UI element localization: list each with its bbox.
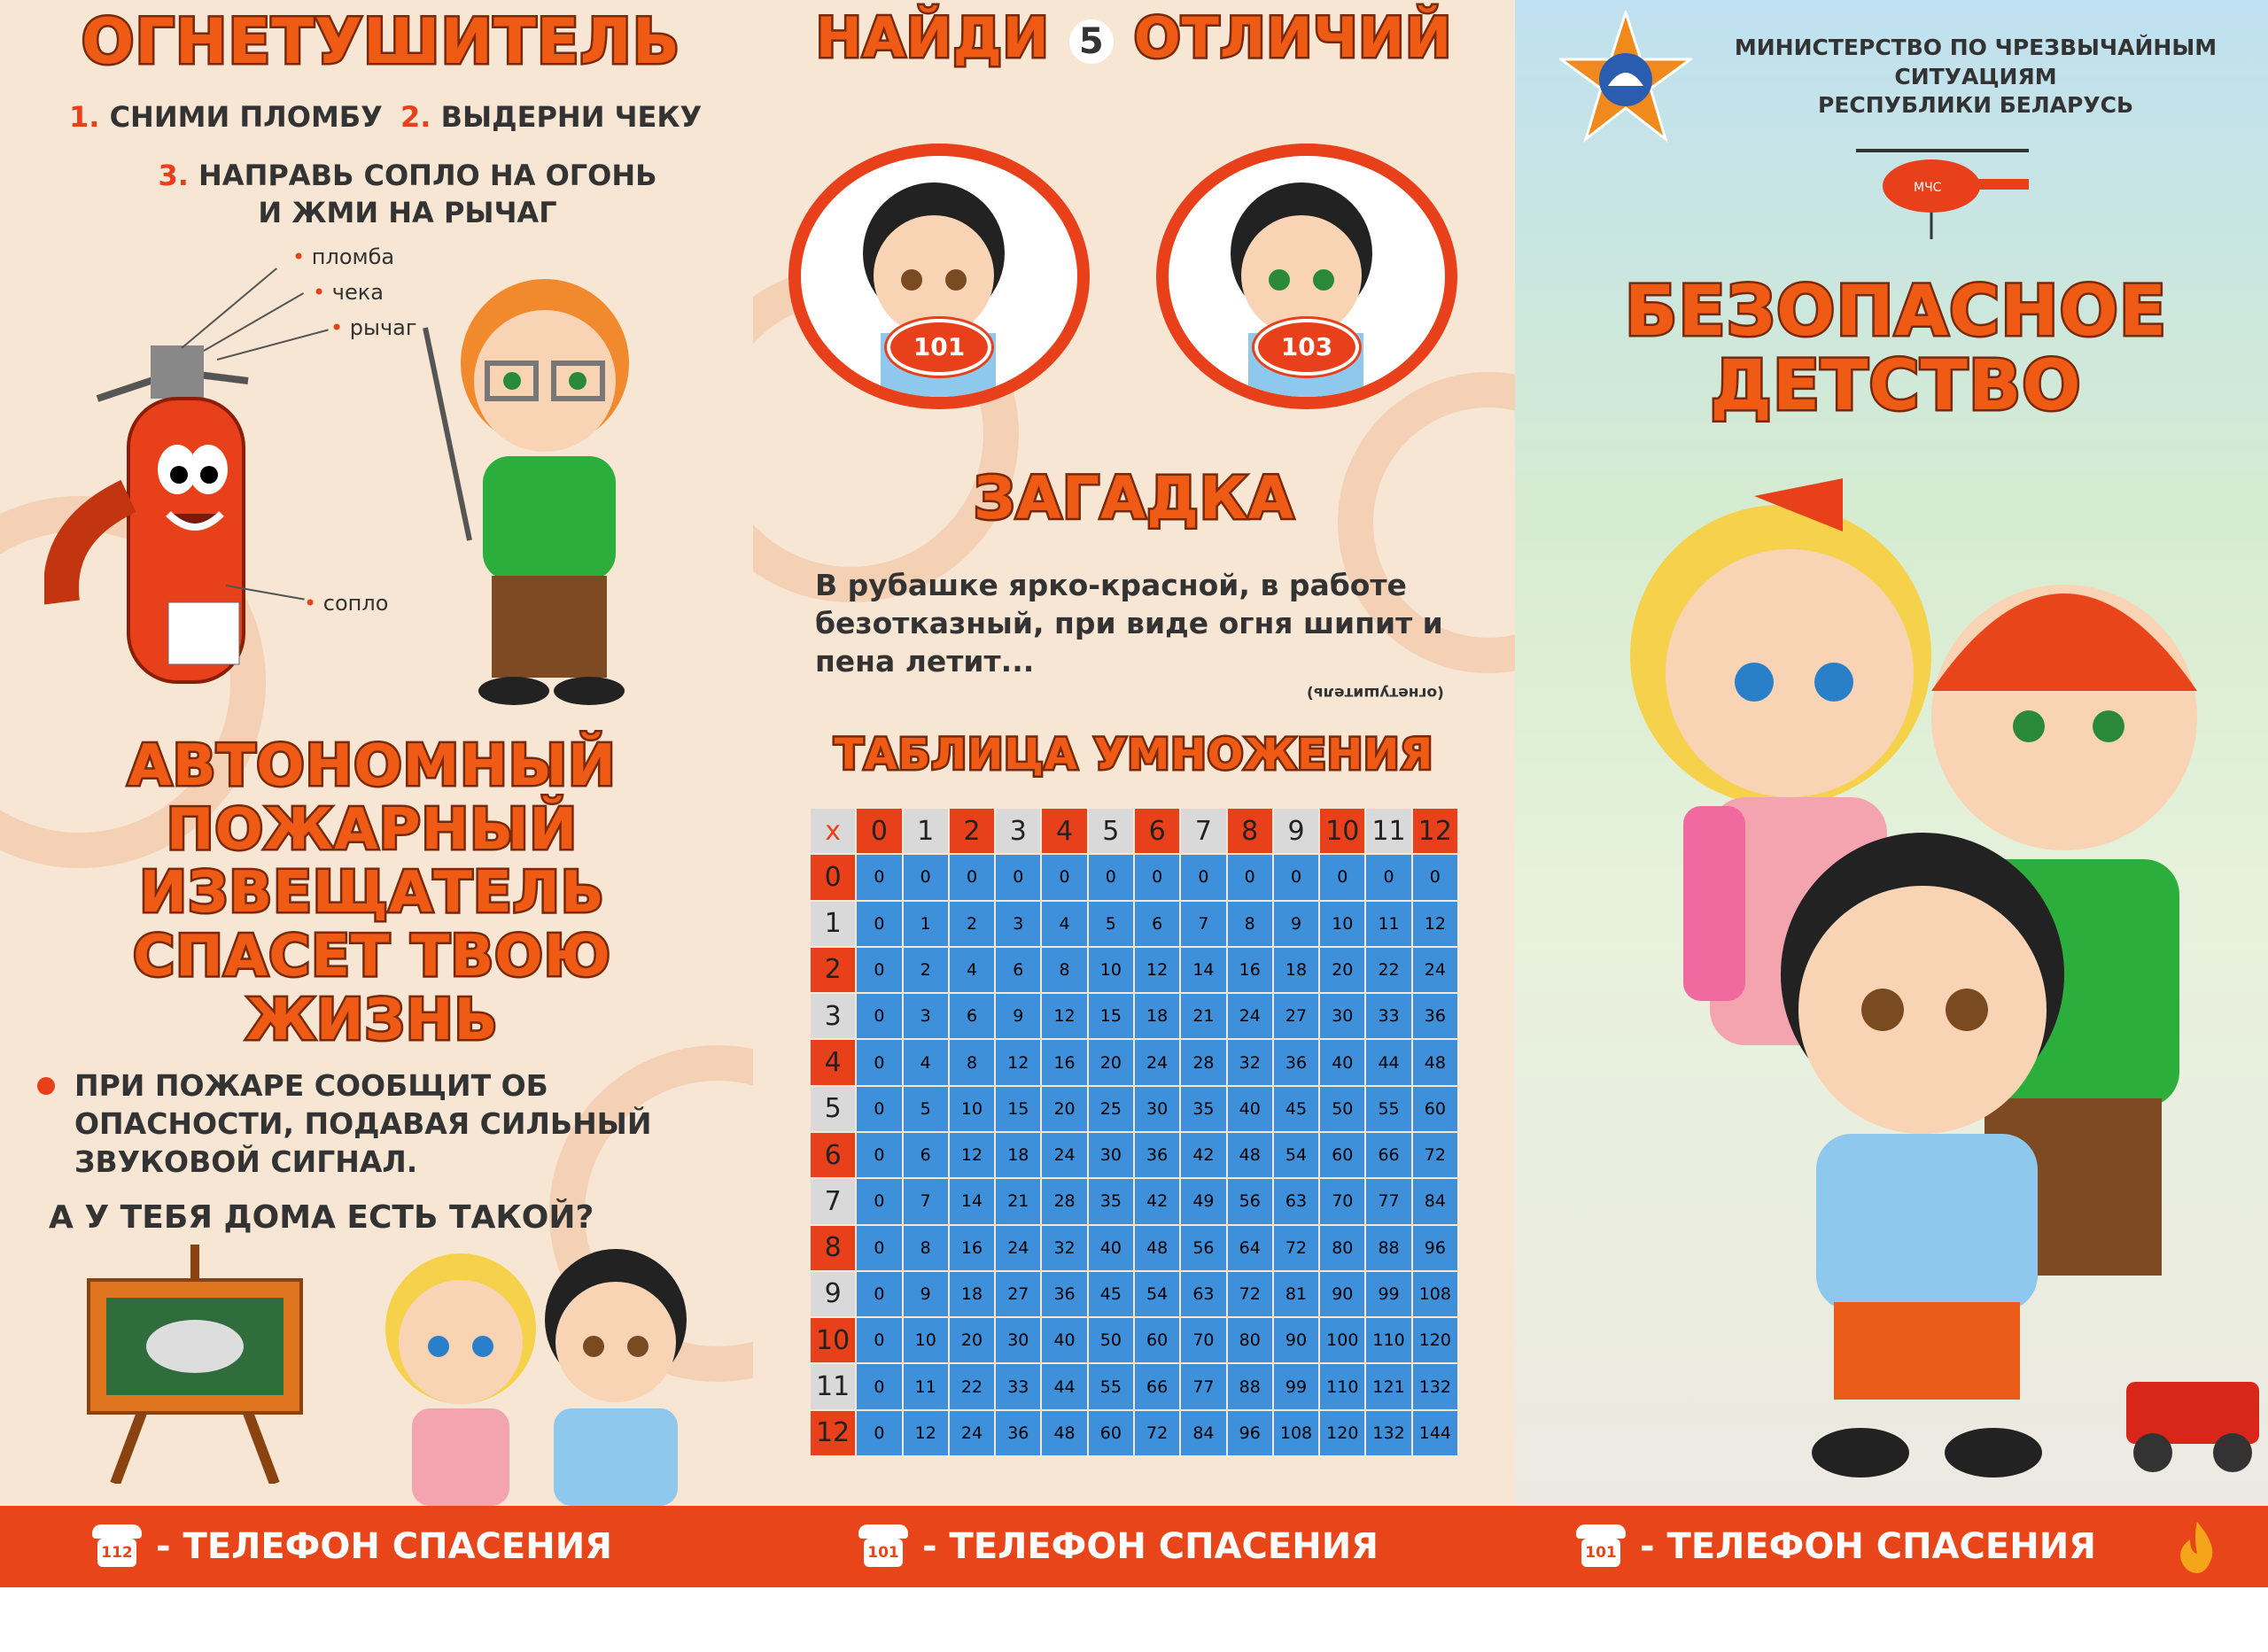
table-row-header: 9 <box>811 1272 855 1316</box>
table-cell: 12 <box>1413 902 1457 946</box>
table-cell: 0 <box>1135 855 1179 899</box>
table-cell: 0 <box>1042 855 1086 899</box>
table-cell: 72 <box>1135 1411 1179 1455</box>
table-cell: 45 <box>1089 1272 1133 1316</box>
table-cell: 3 <box>996 902 1040 946</box>
table-cell: 80 <box>1320 1226 1364 1270</box>
table-cell: 10 <box>904 1318 948 1362</box>
table-column-header: 10 <box>1320 809 1364 853</box>
table-column-header: 6 <box>1135 809 1179 853</box>
table-cell: 81 <box>1274 1272 1318 1316</box>
footer-bar <box>0 1506 2268 1587</box>
table-cell: 27 <box>1274 994 1318 1038</box>
table-cell: 108 <box>1413 1272 1457 1316</box>
table-cell: 2 <box>950 902 994 946</box>
table-cell: 72 <box>1413 1133 1457 1177</box>
table-cell: 8 <box>1228 902 1272 946</box>
table-cell: 0 <box>996 855 1040 899</box>
table-cell: 100 <box>1320 1318 1364 1362</box>
riddle-text: В рубашке ярко-красной, в работе безотказный, при виде огня шипит и пена летит... <box>815 568 1443 679</box>
table-cell: 84 <box>1413 1179 1457 1223</box>
table-cell: 120 <box>1413 1318 1457 1362</box>
panel-cover <box>1515 0 2268 1506</box>
table-cell: 18 <box>950 1272 994 1316</box>
table-cell: 18 <box>1274 948 1318 992</box>
table-cell: 42 <box>1181 1133 1225 1177</box>
table-cell: 24 <box>1413 948 1457 992</box>
table-cell: 110 <box>1320 1364 1364 1408</box>
phone-number-badge: 101 <box>887 319 991 376</box>
table-cell: 24 <box>1135 1040 1179 1084</box>
table-cell: 30 <box>1135 1087 1179 1131</box>
table-cell: 3 <box>904 994 948 1038</box>
table-corner: x <box>811 809 855 853</box>
table-column-header: 0 <box>857 809 901 853</box>
table-cell: 45 <box>1274 1087 1318 1131</box>
multiplication-table <box>811 809 1457 1455</box>
table-cell: 0 <box>857 1133 901 1177</box>
table-cell: 36 <box>996 1411 1040 1455</box>
table-cell: 20 <box>1042 1087 1086 1131</box>
table-cell: 120 <box>1320 1411 1364 1455</box>
table-cell: 30 <box>996 1318 1040 1362</box>
table-cell: 24 <box>950 1411 994 1455</box>
table-cell: 0 <box>857 948 901 992</box>
table-cell: 0 <box>1413 855 1457 899</box>
table-cell: 132 <box>1366 1411 1410 1455</box>
table-cell: 40 <box>1089 1226 1133 1270</box>
table-cell: 48 <box>1042 1411 1086 1455</box>
table-cell: 63 <box>1181 1272 1225 1316</box>
table-cell: 48 <box>1413 1040 1457 1084</box>
table-cell: 96 <box>1228 1411 1272 1455</box>
table-cell: 16 <box>1042 1040 1086 1084</box>
step-3: 3. НАПРАВЬ СОПЛО НА ОГОНЬ И ЖМИ НА РЫЧАГ <box>158 159 657 229</box>
label-nozzle: • сопло <box>304 591 388 616</box>
multiplication-table-title: ТАБЛИЦА УМНОЖЕНИЯ <box>834 730 1434 779</box>
table-cell: 132 <box>1413 1364 1457 1408</box>
table-cell: 56 <box>1228 1179 1272 1223</box>
table-cell: 9 <box>996 994 1040 1038</box>
table-cell: 8 <box>950 1040 994 1084</box>
table-cell: 88 <box>1228 1364 1272 1408</box>
table-cell: 60 <box>1320 1133 1364 1177</box>
table-cell: 0 <box>857 1318 901 1362</box>
table-cell: 28 <box>1181 1040 1225 1084</box>
table-cell: 36 <box>1042 1272 1086 1316</box>
spot-differences-title: НАЙДИ 5 ОТЛИЧИЙ <box>815 5 1453 70</box>
table-cell: 18 <box>996 1133 1040 1177</box>
telephone-icon: 101 <box>1573 1523 1629 1571</box>
table-cell: 21 <box>996 1179 1040 1223</box>
table-cell: 4 <box>950 948 994 992</box>
table-cell: 63 <box>1274 1179 1318 1223</box>
table-cell: 33 <box>996 1364 1040 1408</box>
table-cell: 44 <box>1042 1364 1086 1408</box>
table-cell: 12 <box>1042 994 1086 1038</box>
helicopter-illustration <box>1852 133 2047 239</box>
table-cell: 60 <box>1413 1087 1457 1131</box>
boy-with-pointer-illustration <box>399 266 691 709</box>
table-cell: 10 <box>1089 948 1133 992</box>
table-cell: 12 <box>904 1411 948 1455</box>
label-seal: • пломба <box>292 244 394 269</box>
table-column-header: 12 <box>1413 809 1457 853</box>
table-row-header: 6 <box>811 1133 855 1177</box>
table-cell: 32 <box>1042 1226 1086 1270</box>
table-cell: 0 <box>857 1040 901 1084</box>
table-cell: 70 <box>1181 1318 1225 1362</box>
table-cell: 32 <box>1228 1040 1272 1084</box>
phone-number-badge: 103 <box>1254 319 1359 376</box>
table-cell: 0 <box>857 1272 901 1316</box>
ministry-name: МИНИСТЕРСТВО ПО ЧРЕЗВЫЧАЙНЫМ СИТУАЦИЯМ РЕСПУБЛИКИ БЕЛАРУСЬ <box>1734 35 2218 118</box>
table-cell: 49 <box>1181 1179 1225 1223</box>
table-cell: 121 <box>1366 1364 1410 1408</box>
three-kids-illustration <box>1577 425 2268 1506</box>
table-cell: 12 <box>950 1133 994 1177</box>
extinguisher-title: ОГНЕТУШИТЕЛЬ <box>81 5 681 78</box>
table-row-header: 3 <box>811 994 855 1038</box>
riddle-answer: (огнетушитель) <box>1307 684 1444 702</box>
table-cell: 25 <box>1089 1087 1133 1131</box>
smoke-detector-board-illustration <box>80 1245 319 1484</box>
table-cell: 22 <box>950 1364 994 1408</box>
table-cell: 54 <box>1135 1272 1179 1316</box>
table-cell: 42 <box>1135 1179 1179 1223</box>
table-column-header: 4 <box>1042 809 1086 853</box>
table-row-header: 4 <box>811 1040 855 1084</box>
table-column-header: 3 <box>996 809 1040 853</box>
table-cell: 0 <box>1274 855 1318 899</box>
table-column-header: 5 <box>1089 809 1133 853</box>
table-cell: 90 <box>1320 1272 1364 1316</box>
table-cell: 11 <box>1366 902 1410 946</box>
table-cell: 108 <box>1274 1411 1318 1455</box>
table-row-header: 1 <box>811 902 855 946</box>
table-cell: 24 <box>996 1226 1040 1270</box>
flame-icon <box>2171 1520 2224 1575</box>
table-cell: 6 <box>1135 902 1179 946</box>
table-column-header: 7 <box>1181 809 1225 853</box>
table-cell: 70 <box>1320 1179 1364 1223</box>
table-cell: 0 <box>857 1364 901 1408</box>
table-cell: 10 <box>1320 902 1364 946</box>
table-cell: 48 <box>1228 1133 1272 1177</box>
table-cell: 21 <box>1181 994 1225 1038</box>
table-cell: 84 <box>1181 1411 1225 1455</box>
footer-rescue-phone: 101 - ТЕЛЕФОН СПАСЕНИЯ <box>1573 1506 2096 1587</box>
table-cell: 60 <box>1135 1318 1179 1362</box>
table-cell: 16 <box>950 1226 994 1270</box>
step-2: 2. ВЫДЕРНИ ЧЕКУ <box>400 100 703 134</box>
table-cell: 4 <box>1042 902 1086 946</box>
step-1: 1. СНИМИ ПЛОМБУ <box>69 100 383 134</box>
table-row-header: 2 <box>811 948 855 992</box>
table-row-header: 0 <box>811 855 855 899</box>
table-cell: 22 <box>1366 948 1410 992</box>
table-cell: 6 <box>996 948 1040 992</box>
table-row-header: 7 <box>811 1179 855 1223</box>
table-cell: 48 <box>1135 1226 1179 1270</box>
table-cell: 12 <box>1135 948 1179 992</box>
table-cell: 144 <box>1413 1411 1457 1455</box>
table-cell: 0 <box>857 855 901 899</box>
table-row-header: 5 <box>811 1087 855 1131</box>
svg-text:МЧС: МЧС <box>1914 181 1942 195</box>
table-cell: 30 <box>1320 994 1364 1038</box>
table-cell: 0 <box>1089 855 1133 899</box>
table-cell: 8 <box>904 1226 948 1270</box>
table-cell: 7 <box>1181 902 1225 946</box>
table-cell: 8 <box>1042 948 1086 992</box>
table-column-header: 11 <box>1366 809 1410 853</box>
telephone-icon: 112 <box>89 1523 145 1571</box>
table-cell: 66 <box>1135 1364 1179 1408</box>
detector-question: А У ТЕБЯ ДОМА ЕСТЬ ТАКОЙ? <box>49 1199 594 1236</box>
table-column-header: 1 <box>904 809 948 853</box>
table-cell: 36 <box>1135 1133 1179 1177</box>
girl-and-boy-illustration <box>377 1231 731 1506</box>
table-cell: 24 <box>1042 1133 1086 1177</box>
table-cell: 110 <box>1366 1318 1410 1362</box>
table-cell: 0 <box>857 994 901 1038</box>
table-cell: 50 <box>1320 1087 1364 1131</box>
table-cell: 0 <box>950 855 994 899</box>
table-cell: 66 <box>1366 1133 1410 1177</box>
table-cell: 20 <box>1089 1040 1133 1084</box>
table-cell: 56 <box>1181 1226 1225 1270</box>
table-cell: 0 <box>1181 855 1225 899</box>
difference-picture-left <box>788 143 1090 409</box>
table-row-header: 11 <box>811 1364 855 1408</box>
table-cell: 90 <box>1274 1318 1318 1362</box>
table-cell: 55 <box>1089 1364 1133 1408</box>
table-cell: 64 <box>1228 1226 1272 1270</box>
table-cell: 33 <box>1366 994 1410 1038</box>
table-cell: 0 <box>1320 855 1364 899</box>
table-cell: 99 <box>1366 1272 1410 1316</box>
table-cell: 6 <box>950 994 994 1038</box>
table-row-header: 10 <box>811 1318 855 1362</box>
table-cell: 20 <box>1320 948 1364 992</box>
table-cell: 72 <box>1228 1272 1272 1316</box>
table-cell: 15 <box>996 1087 1040 1131</box>
table-cell: 0 <box>1228 855 1272 899</box>
table-cell: 4 <box>904 1040 948 1084</box>
table-row-header: 12 <box>811 1411 855 1455</box>
table-cell: 20 <box>950 1318 994 1362</box>
bullet-dot <box>37 1077 55 1095</box>
table-cell: 55 <box>1366 1087 1410 1131</box>
table-cell: 14 <box>950 1179 994 1223</box>
table-cell: 96 <box>1413 1226 1457 1270</box>
footer-rescue-phone: 112 - ТЕЛЕФОН СПАСЕНИЯ <box>89 1506 612 1587</box>
table-cell: 9 <box>904 1272 948 1316</box>
table-cell: 40 <box>1228 1087 1272 1131</box>
table-cell: 14 <box>1181 948 1225 992</box>
table-cell: 7 <box>904 1179 948 1223</box>
extinguisher-character-illustration <box>44 319 337 700</box>
table-cell: 35 <box>1181 1087 1225 1131</box>
table-cell: 35 <box>1089 1179 1133 1223</box>
label-pin: • чека <box>313 280 384 305</box>
table-cell: 9 <box>1274 902 1318 946</box>
table-cell: 1 <box>904 902 948 946</box>
table-cell: 80 <box>1228 1318 1272 1362</box>
table-cell: 0 <box>904 855 948 899</box>
difference-picture-right <box>1156 143 1457 409</box>
table-cell: 0 <box>1366 855 1410 899</box>
table-cell: 11 <box>904 1364 948 1408</box>
table-cell: 10 <box>950 1087 994 1131</box>
footer-rescue-phone: 101 - ТЕЛЕФОН СПАСЕНИЯ <box>855 1506 1379 1587</box>
table-cell: 15 <box>1089 994 1133 1038</box>
table-cell: 77 <box>1181 1364 1225 1408</box>
table-cell: 60 <box>1089 1411 1133 1455</box>
table-row-header: 8 <box>811 1226 855 1270</box>
brochure-title: БЕЗОПАСНОЕ ДЕТСТВО <box>1624 272 2168 427</box>
table-cell: 54 <box>1274 1133 1318 1177</box>
telephone-icon: 101 <box>855 1523 912 1571</box>
table-cell: 72 <box>1274 1226 1318 1270</box>
table-cell: 5 <box>1089 902 1133 946</box>
table-cell: 2 <box>904 948 948 992</box>
table-cell: 18 <box>1135 994 1179 1038</box>
table-cell: 36 <box>1413 994 1457 1038</box>
label-lever: • рычаг <box>330 315 416 340</box>
table-cell: 16 <box>1228 948 1272 992</box>
table-cell: 28 <box>1042 1179 1086 1223</box>
table-column-header: 8 <box>1228 809 1272 853</box>
table-cell: 27 <box>996 1272 1040 1316</box>
table-cell: 99 <box>1274 1364 1318 1408</box>
table-cell: 40 <box>1320 1040 1364 1084</box>
table-cell: 0 <box>857 1179 901 1223</box>
detector-description: ПРИ ПОЖАРЕ СООБЩИТ ОБ ОПАСНОСТИ, ПОДАВАЯ СИЛЬНЫЙ ЗВУКОВОЙ СИГНАЛ. <box>74 1068 652 1179</box>
table-cell: 30 <box>1089 1133 1133 1177</box>
table-cell: 0 <box>857 1226 901 1270</box>
detector-title: АВТОНОМНЫЙ ПОЖАРНЫЙ ИЗВЕЩАТЕЛЬ СПАСЕТ ТВОЮ ЖИЗНЬ <box>128 733 617 1053</box>
table-cell: 0 <box>857 902 901 946</box>
table-cell: 50 <box>1089 1318 1133 1362</box>
table-cell: 0 <box>857 1411 901 1455</box>
table-cell: 77 <box>1366 1179 1410 1223</box>
table-cell: 44 <box>1366 1040 1410 1084</box>
mchs-emblem-icon <box>1559 11 1692 143</box>
riddle-title: ЗАГАДКА <box>974 464 1294 532</box>
table-cell: 24 <box>1228 994 1272 1038</box>
table-cell: 0 <box>857 1087 901 1131</box>
table-column-header: 2 <box>950 809 994 853</box>
table-cell: 12 <box>996 1040 1040 1084</box>
table-cell: 36 <box>1274 1040 1318 1084</box>
table-cell: 5 <box>904 1087 948 1131</box>
table-column-header: 9 <box>1274 809 1318 853</box>
table-cell: 6 <box>904 1133 948 1177</box>
table-cell: 40 <box>1042 1318 1086 1362</box>
table-cell: 88 <box>1366 1226 1410 1270</box>
panel-extinguisher <box>0 0 753 1506</box>
